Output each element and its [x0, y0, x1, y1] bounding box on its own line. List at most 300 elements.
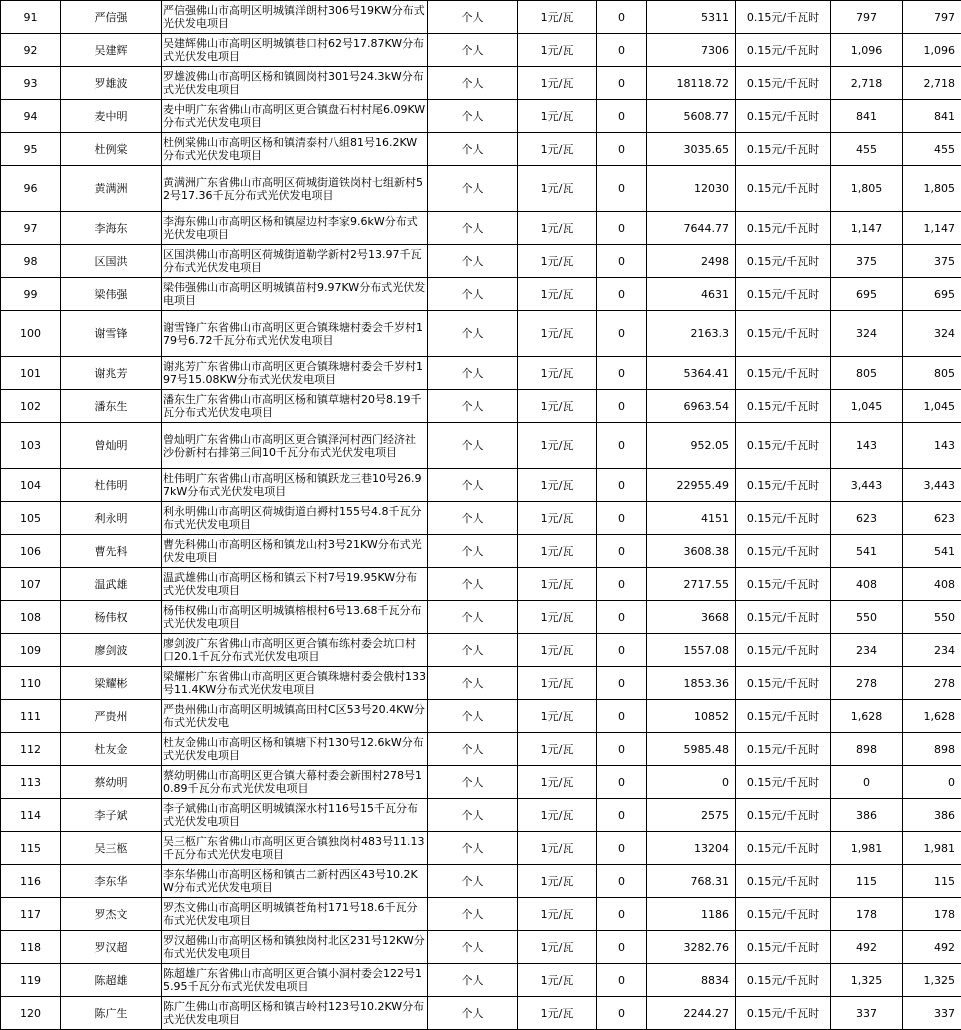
row-number-cell: 99	[1, 278, 61, 311]
subsidy-amount-cell: 1,325	[831, 964, 903, 997]
subsidy-amount-cell: 797	[831, 1, 903, 34]
table-row	[1, 311, 961, 357]
applicant-type-cell: 个人	[428, 278, 518, 311]
subsidy-rate-cell: 0.15元/千瓦时	[736, 502, 831, 535]
generation-kwh-cell: 22955.49	[647, 469, 736, 502]
zero-value-cell: 0	[597, 34, 647, 67]
subsidy-rate-cell: 0.15元/千瓦时	[736, 832, 831, 865]
subsidy-rate-cell: 0.15元/千瓦时	[736, 766, 831, 799]
table-row	[1, 832, 961, 865]
project-name-cell: 杜伟明广东省佛山市高明区杨和镇跃龙三巷10号26.97kW分布式光伏发电项目	[162, 469, 428, 502]
row-number-cell: 108	[1, 601, 61, 634]
paid-amount-cell: 898	[903, 733, 961, 766]
subsidy-amount-cell: 898	[831, 733, 903, 766]
applicant-type-cell: 个人	[428, 212, 518, 245]
applicant-name-cell: 杜例棠	[61, 133, 162, 166]
project-name-cell: 严贵州佛山市高明区明城镇高田村C区53号20.4KW分布式光伏发电	[162, 700, 428, 733]
project-name-cell: 蔡幼明佛山市高明区更合镇大幕村委会新围村278号10.89千瓦分布式光伏发电项目	[162, 766, 428, 799]
unit-price-cell: 1元/瓦	[518, 278, 597, 311]
zero-value-cell: 0	[597, 212, 647, 245]
paid-amount-cell: 375	[903, 245, 961, 278]
project-name-cell: 罗汉超佛山市高明区杨和镇独岗村北区231号12KW分布式光伏发电项目	[162, 931, 428, 964]
unit-price-cell: 1元/瓦	[518, 931, 597, 964]
applicant-name-cell: 吴建辉	[61, 34, 162, 67]
row-number-cell: 94	[1, 100, 61, 133]
applicant-name-cell: 罗杰文	[61, 898, 162, 931]
paid-amount-cell: 2,718	[903, 67, 961, 100]
paid-amount-cell: 841	[903, 100, 961, 133]
subsidy-rate-cell: 0.15元/千瓦时	[736, 601, 831, 634]
paid-amount-cell: 143	[903, 423, 961, 469]
generation-kwh-cell: 2575	[647, 799, 736, 832]
zero-value-cell: 0	[597, 799, 647, 832]
paid-amount-cell: 1,325	[903, 964, 961, 997]
generation-kwh-cell: 7644.77	[647, 212, 736, 245]
generation-kwh-cell: 5608.77	[647, 100, 736, 133]
applicant-name-cell: 区国洪	[61, 245, 162, 278]
unit-price-cell: 1元/瓦	[518, 212, 597, 245]
generation-kwh-cell: 6963.54	[647, 390, 736, 423]
generation-kwh-cell: 1186	[647, 898, 736, 931]
generation-kwh-cell: 10852	[647, 700, 736, 733]
applicant-type-cell: 个人	[428, 568, 518, 601]
project-name-cell: 曹先科佛山市高明区杨和镇龙山村3号21KW分布式光伏发电项目	[162, 535, 428, 568]
zero-value-cell: 0	[597, 245, 647, 278]
applicant-type-cell: 个人	[428, 1, 518, 34]
project-name-cell: 黄满洲广东省佛山市高明区荷城街道铁岗村七组新村52号17.36千瓦分布式光伏发电项目	[162, 166, 428, 212]
subsidy-rate-cell: 0.15元/千瓦时	[736, 700, 831, 733]
applicant-name-cell: 吴三柩	[61, 832, 162, 865]
unit-price-cell: 1元/瓦	[518, 166, 597, 212]
table-row	[1, 799, 961, 832]
applicant-name-cell: 麦中明	[61, 100, 162, 133]
subsidy-rate-cell: 0.15元/千瓦时	[736, 212, 831, 245]
subsidy-amount-cell: 841	[831, 100, 903, 133]
subsidy-rate-cell: 0.15元/千瓦时	[736, 568, 831, 601]
applicant-type-cell: 个人	[428, 700, 518, 733]
paid-amount-cell: 234	[903, 634, 961, 667]
row-number-cell: 111	[1, 700, 61, 733]
row-number-cell: 116	[1, 865, 61, 898]
unit-price-cell: 1元/瓦	[518, 357, 597, 390]
subsidy-rate-cell: 0.15元/千瓦时	[736, 1, 831, 34]
project-name-cell: 谢雪锋广东省佛山市高明区更合镇珠塘村委会千岁村179号6.72千瓦分布式光伏发电项目	[162, 311, 428, 357]
subsidy-amount-cell: 324	[831, 311, 903, 357]
paid-amount-cell: 337	[903, 997, 961, 1030]
zero-value-cell: 0	[597, 634, 647, 667]
zero-value-cell: 0	[597, 766, 647, 799]
project-name-cell: 罗杰文佛山市高明区明城镇苍角村171号18.6千瓦分布式光伏发电项目	[162, 898, 428, 931]
applicant-type-cell: 个人	[428, 766, 518, 799]
row-number-cell: 93	[1, 67, 61, 100]
row-number-cell: 120	[1, 997, 61, 1030]
applicant-type-cell: 个人	[428, 133, 518, 166]
project-name-cell: 杜例棠佛山市高明区杨和镇清泰村八組81号16.2KW分布式光伏发电项目	[162, 133, 428, 166]
generation-kwh-cell: 3608.38	[647, 535, 736, 568]
paid-amount-cell: 115	[903, 865, 961, 898]
table-row	[1, 357, 961, 390]
zero-value-cell: 0	[597, 469, 647, 502]
zero-value-cell: 0	[597, 898, 647, 931]
table-row	[1, 100, 961, 133]
project-name-cell: 梁耀彬广东省佛山市高明区更合镇珠塘村委会俄村133号11.4KW分布式光伏发电项目	[162, 667, 428, 700]
paid-amount-cell: 455	[903, 133, 961, 166]
table-row	[1, 898, 961, 931]
subsidy-amount-cell: 541	[831, 535, 903, 568]
zero-value-cell: 0	[597, 311, 647, 357]
row-number-cell: 95	[1, 133, 61, 166]
paid-amount-cell: 623	[903, 502, 961, 535]
project-name-cell: 谢兆芳广东省佛山市高明区更合镇珠塘村委会千岁村197号15.08KW分布式光伏发电项目	[162, 357, 428, 390]
project-name-cell: 杨伟权佛山市高明区明城镇榕根村6号13.68千瓦分布式光伏发电项目	[162, 601, 428, 634]
applicant-name-cell: 李子斌	[61, 799, 162, 832]
subsidy-amount-cell: 1,147	[831, 212, 903, 245]
project-name-cell: 严信强佛山市高明区明城镇洋朗村306号19KW分布式光伏发电项目	[162, 1, 428, 34]
row-number-cell: 101	[1, 357, 61, 390]
unit-price-cell: 1元/瓦	[518, 766, 597, 799]
table-row	[1, 601, 961, 634]
applicant-name-cell: 杜友金	[61, 733, 162, 766]
zero-value-cell: 0	[597, 964, 647, 997]
project-name-cell: 杜友金佛山市高明区杨和镇塘下村130号12.6kW分布式光伏发电项目	[162, 733, 428, 766]
applicant-type-cell: 个人	[428, 423, 518, 469]
unit-price-cell: 1元/瓦	[518, 469, 597, 502]
project-name-cell: 吴三柩广东省佛山市高明区更合镇独岗村483号11.13千瓦分布式光伏发电项目	[162, 832, 428, 865]
applicant-name-cell: 杜伟明	[61, 469, 162, 502]
table-row	[1, 469, 961, 502]
unit-price-cell: 1元/瓦	[518, 34, 597, 67]
generation-kwh-cell: 3035.65	[647, 133, 736, 166]
generation-kwh-cell: 2498	[647, 245, 736, 278]
paid-amount-cell: 3,443	[903, 469, 961, 502]
subsidy-amount-cell: 3,443	[831, 469, 903, 502]
applicant-type-cell: 个人	[428, 502, 518, 535]
applicant-type-cell: 个人	[428, 601, 518, 634]
zero-value-cell: 0	[597, 568, 647, 601]
applicant-name-cell: 严信强	[61, 1, 162, 34]
table-row	[1, 667, 961, 700]
unit-price-cell: 1元/瓦	[518, 535, 597, 568]
subsidy-rate-cell: 0.15元/千瓦时	[736, 311, 831, 357]
applicant-name-cell: 陈超雄	[61, 964, 162, 997]
applicant-type-cell: 个人	[428, 799, 518, 832]
subsidy-amount-cell: 805	[831, 357, 903, 390]
subsidy-rate-cell: 0.15元/千瓦时	[736, 865, 831, 898]
unit-price-cell: 1元/瓦	[518, 311, 597, 357]
table-row	[1, 865, 961, 898]
paid-amount-cell: 1,147	[903, 212, 961, 245]
unit-price-cell: 1元/瓦	[518, 964, 597, 997]
subsidy-rate-cell: 0.15元/千瓦时	[736, 964, 831, 997]
applicant-type-cell: 个人	[428, 245, 518, 278]
applicant-type-cell: 个人	[428, 832, 518, 865]
zero-value-cell: 0	[597, 733, 647, 766]
zero-value-cell: 0	[597, 865, 647, 898]
project-name-cell: 麦中明广东省佛山市高明区更合镇盘石村村尾6.09KW分布式光伏发电项目	[162, 100, 428, 133]
table-row	[1, 997, 961, 1030]
zero-value-cell: 0	[597, 832, 647, 865]
row-number-cell: 115	[1, 832, 61, 865]
unit-price-cell: 1元/瓦	[518, 502, 597, 535]
unit-price-cell: 1元/瓦	[518, 997, 597, 1030]
table-row	[1, 278, 961, 311]
row-number-cell: 117	[1, 898, 61, 931]
project-name-cell: 梁伟强佛山市高明区明城镇苗村9.97KW分布式光伏发电项目	[162, 278, 428, 311]
row-number-cell: 98	[1, 245, 61, 278]
table-row	[1, 67, 961, 100]
applicant-name-cell: 黄满洲	[61, 166, 162, 212]
applicant-name-cell: 陈广生	[61, 997, 162, 1030]
project-name-cell: 温武雄佛山市高明区杨和镇云下村7号19.95KW分布式光伏发电项目	[162, 568, 428, 601]
applicant-name-cell: 曹先科	[61, 535, 162, 568]
row-number-cell: 103	[1, 423, 61, 469]
applicant-type-cell: 个人	[428, 931, 518, 964]
subsidy-rate-cell: 0.15元/千瓦时	[736, 667, 831, 700]
subsidy-rate-cell: 0.15元/千瓦时	[736, 799, 831, 832]
subsidy-rate-cell: 0.15元/千瓦时	[736, 100, 831, 133]
subsidy-rate-cell: 0.15元/千瓦时	[736, 931, 831, 964]
unit-price-cell: 1元/瓦	[518, 133, 597, 166]
subsidy-amount-cell: 278	[831, 667, 903, 700]
generation-kwh-cell: 5364.41	[647, 357, 736, 390]
subsidy-rate-cell: 0.15元/千瓦时	[736, 278, 831, 311]
unit-price-cell: 1元/瓦	[518, 832, 597, 865]
zero-value-cell: 0	[597, 357, 647, 390]
applicant-type-cell: 个人	[428, 311, 518, 357]
paid-amount-cell: 178	[903, 898, 961, 931]
project-name-cell: 李海东佛山市高明区杨和镇屋边村李家9.6kW分布式光伏发电项目	[162, 212, 428, 245]
paid-amount-cell: 324	[903, 311, 961, 357]
row-number-cell: 110	[1, 667, 61, 700]
applicant-name-cell: 杨伟权	[61, 601, 162, 634]
applicant-name-cell: 梁伟强	[61, 278, 162, 311]
paid-amount-cell: 408	[903, 568, 961, 601]
generation-kwh-cell: 5985.48	[647, 733, 736, 766]
unit-price-cell: 1元/瓦	[518, 67, 597, 100]
zero-value-cell: 0	[597, 67, 647, 100]
applicant-type-cell: 个人	[428, 898, 518, 931]
subsidy-rate-cell: 0.15元/千瓦时	[736, 535, 831, 568]
generation-kwh-cell: 952.05	[647, 423, 736, 469]
applicant-name-cell: 罗汉超	[61, 931, 162, 964]
paid-amount-cell: 1,981	[903, 832, 961, 865]
table-row	[1, 133, 961, 166]
row-number-cell: 107	[1, 568, 61, 601]
table-row	[1, 931, 961, 964]
applicant-name-cell: 李东华	[61, 865, 162, 898]
unit-price-cell: 1元/瓦	[518, 390, 597, 423]
subsidy-amount-cell: 375	[831, 245, 903, 278]
paid-amount-cell: 0	[903, 766, 961, 799]
unit-price-cell: 1元/瓦	[518, 423, 597, 469]
zero-value-cell: 0	[597, 502, 647, 535]
generation-kwh-cell: 2163.3	[647, 311, 736, 357]
applicant-name-cell: 李海东	[61, 212, 162, 245]
subsidy-amount-cell: 1,045	[831, 390, 903, 423]
zero-value-cell: 0	[597, 100, 647, 133]
subsidy-amount-cell: 386	[831, 799, 903, 832]
row-number-cell: 119	[1, 964, 61, 997]
generation-kwh-cell: 2717.55	[647, 568, 736, 601]
unit-price-cell: 1元/瓦	[518, 568, 597, 601]
zero-value-cell: 0	[597, 667, 647, 700]
zero-value-cell: 0	[597, 931, 647, 964]
subsidy-amount-cell: 178	[831, 898, 903, 931]
subsidy-amount-cell: 115	[831, 865, 903, 898]
table-row	[1, 423, 961, 469]
table-row	[1, 166, 961, 212]
subsidy-amount-cell: 1,805	[831, 166, 903, 212]
subsidy-rate-cell: 0.15元/千瓦时	[736, 469, 831, 502]
subsidy-amount-cell: 1,981	[831, 832, 903, 865]
applicant-name-cell: 谢兆芳	[61, 357, 162, 390]
row-number-cell: 104	[1, 469, 61, 502]
subsidy-amount-cell: 234	[831, 634, 903, 667]
generation-kwh-cell: 2244.27	[647, 997, 736, 1030]
applicant-type-cell: 个人	[428, 469, 518, 502]
paid-amount-cell: 695	[903, 278, 961, 311]
unit-price-cell: 1元/瓦	[518, 865, 597, 898]
applicant-name-cell: 罗雄波	[61, 67, 162, 100]
generation-kwh-cell: 1557.08	[647, 634, 736, 667]
project-name-cell: 陈广生佛山市高明区杨和镇吉岭村123号10.2KW分布式光伏发电项目	[162, 997, 428, 1030]
subsidy-amount-cell: 1,628	[831, 700, 903, 733]
paid-amount-cell: 386	[903, 799, 961, 832]
applicant-name-cell: 蔡幼明	[61, 766, 162, 799]
generation-kwh-cell: 0	[647, 766, 736, 799]
unit-price-cell: 1元/瓦	[518, 634, 597, 667]
generation-kwh-cell: 18118.72	[647, 67, 736, 100]
table-row	[1, 34, 961, 67]
applicant-name-cell: 谢雪锋	[61, 311, 162, 357]
subsidy-amount-cell: 337	[831, 997, 903, 1030]
zero-value-cell: 0	[597, 166, 647, 212]
applicant-type-cell: 个人	[428, 865, 518, 898]
row-number-cell: 112	[1, 733, 61, 766]
project-name-cell: 李东华佛山市高明区杨和镇古二新村西区43号10.2KW分布式光伏发电项目	[162, 865, 428, 898]
subsidy-rate-cell: 0.15元/千瓦时	[736, 245, 831, 278]
unit-price-cell: 1元/瓦	[518, 898, 597, 931]
table-row	[1, 535, 961, 568]
generation-kwh-cell: 13204	[647, 832, 736, 865]
zero-value-cell: 0	[597, 423, 647, 469]
project-name-cell: 陈超雄广东省佛山市高明区更合镇小洞村委会122号15.95千瓦分布式光伏发电项目	[162, 964, 428, 997]
table-row	[1, 502, 961, 535]
generation-kwh-cell: 4151	[647, 502, 736, 535]
subsidy-amount-cell: 0	[831, 766, 903, 799]
applicant-type-cell: 个人	[428, 964, 518, 997]
unit-price-cell: 1元/瓦	[518, 667, 597, 700]
row-number-cell: 109	[1, 634, 61, 667]
row-number-cell: 91	[1, 1, 61, 34]
paid-amount-cell: 1,096	[903, 34, 961, 67]
row-number-cell: 92	[1, 34, 61, 67]
subsidy-amount-cell: 1,096	[831, 34, 903, 67]
applicant-name-cell: 潘东生	[61, 390, 162, 423]
row-number-cell: 100	[1, 311, 61, 357]
generation-kwh-cell: 12030	[647, 166, 736, 212]
subsidy-rate-cell: 0.15元/千瓦时	[736, 423, 831, 469]
zero-value-cell: 0	[597, 601, 647, 634]
subsidy-rate-cell: 0.15元/千瓦时	[736, 997, 831, 1030]
table-row	[1, 390, 961, 423]
row-number-cell: 105	[1, 502, 61, 535]
table-row	[1, 733, 961, 766]
zero-value-cell: 0	[597, 278, 647, 311]
table-row	[1, 964, 961, 997]
paid-amount-cell: 797	[903, 1, 961, 34]
zero-value-cell: 0	[597, 700, 647, 733]
project-name-cell: 潘东生广东省佛山市高明区杨和镇草塘村20号8.19千瓦分布式光伏发电项目	[162, 390, 428, 423]
paid-amount-cell: 1,628	[903, 700, 961, 733]
table-row	[1, 1, 961, 34]
project-name-cell: 利永明佛山市高明区荷城街道白褥村155号4.8千瓦分布式光伏发电项目	[162, 502, 428, 535]
unit-price-cell: 1元/瓦	[518, 799, 597, 832]
row-number-cell: 118	[1, 931, 61, 964]
table-row	[1, 245, 961, 278]
paid-amount-cell: 492	[903, 931, 961, 964]
project-name-cell: 曾灿明广东省佛山市高明区更合镇泽河村西门经济社沙份新村右排第三间10千瓦分布式光伏发电项目	[162, 423, 428, 469]
applicant-name-cell: 廖剑波	[61, 634, 162, 667]
unit-price-cell: 1元/瓦	[518, 700, 597, 733]
applicant-type-cell: 个人	[428, 67, 518, 100]
zero-value-cell: 0	[597, 535, 647, 568]
generation-kwh-cell: 768.31	[647, 865, 736, 898]
generation-kwh-cell: 8834	[647, 964, 736, 997]
subsidy-rate-cell: 0.15元/千瓦时	[736, 34, 831, 67]
table-row	[1, 634, 961, 667]
unit-price-cell: 1元/瓦	[518, 733, 597, 766]
row-number-cell: 97	[1, 212, 61, 245]
zero-value-cell: 0	[597, 997, 647, 1030]
zero-value-cell: 0	[597, 390, 647, 423]
paid-amount-cell: 1,805	[903, 166, 961, 212]
unit-price-cell: 1元/瓦	[518, 601, 597, 634]
subsidy-amount-cell: 623	[831, 502, 903, 535]
subsidy-rate-cell: 0.15元/千瓦时	[736, 133, 831, 166]
unit-price-cell: 1元/瓦	[518, 245, 597, 278]
project-name-cell: 罗雄波佛山市高明区杨和镇圆岗村301号24.3kW分布式光伏发电项目	[162, 67, 428, 100]
subsidy-amount-cell: 695	[831, 278, 903, 311]
applicant-type-cell: 个人	[428, 733, 518, 766]
paid-amount-cell: 1,045	[903, 390, 961, 423]
row-number-cell: 114	[1, 799, 61, 832]
zero-value-cell: 0	[597, 133, 647, 166]
applicant-type-cell: 个人	[428, 667, 518, 700]
subsidy-rate-cell: 0.15元/千瓦时	[736, 390, 831, 423]
table-row	[1, 700, 961, 733]
subsidy-amount-cell: 455	[831, 133, 903, 166]
generation-kwh-cell: 7306	[647, 34, 736, 67]
subsidy-amount-cell: 143	[831, 423, 903, 469]
applicant-name-cell: 曾灿明	[61, 423, 162, 469]
subsidy-rate-cell: 0.15元/千瓦时	[736, 166, 831, 212]
project-name-cell: 吴建辉佛山市高明区明城镇巷口村62号17.87KW分布式光伏发电项目	[162, 34, 428, 67]
subsidy-amount-cell: 2,718	[831, 67, 903, 100]
generation-kwh-cell: 3668	[647, 601, 736, 634]
applicant-name-cell: 利永明	[61, 502, 162, 535]
generation-kwh-cell: 4631	[647, 278, 736, 311]
applicant-type-cell: 个人	[428, 535, 518, 568]
zero-value-cell: 0	[597, 1, 647, 34]
paid-amount-cell: 805	[903, 357, 961, 390]
subsidy-rate-cell: 0.15元/千瓦时	[736, 357, 831, 390]
table-body	[1, 1, 961, 1030]
project-name-cell: 廖剑波广东省佛山市高明区更合镇布练村委会坑口村口20.1千瓦分布式光伏发电项目	[162, 634, 428, 667]
unit-price-cell: 1元/瓦	[518, 1, 597, 34]
generation-kwh-cell: 5311	[647, 1, 736, 34]
row-number-cell: 106	[1, 535, 61, 568]
